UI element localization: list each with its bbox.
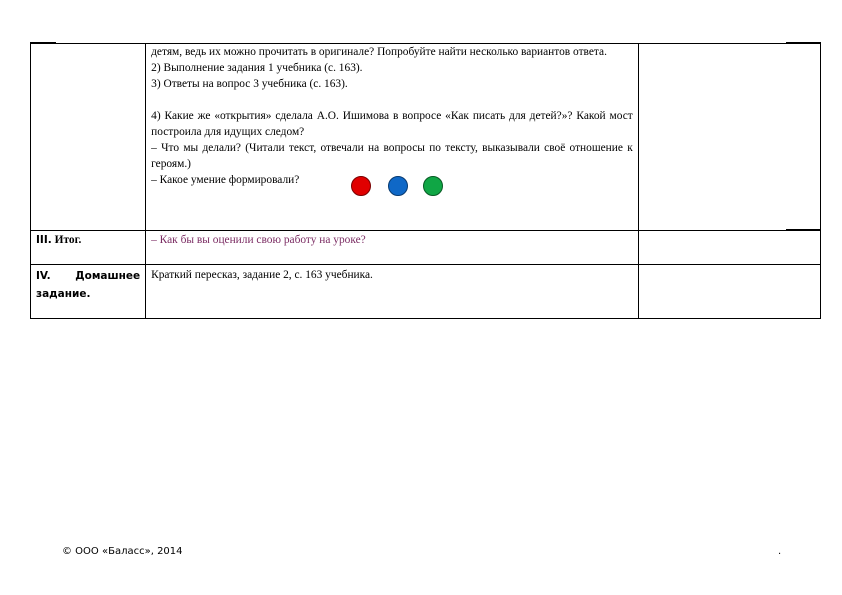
content-cell xyxy=(146,231,639,265)
lesson-plan-table xyxy=(30,43,821,319)
table-edge-mark xyxy=(786,42,821,43)
table-row xyxy=(31,231,821,265)
notes-cell xyxy=(638,265,820,319)
blue-circle-icon xyxy=(388,176,408,196)
notes-cell xyxy=(638,44,820,231)
stage-cell xyxy=(31,44,146,231)
paragraph-continuation: детям, ведь их можно прочитать в оригинале? Попробуйте найти несколько вариантов ответа. xyxy=(151,46,607,58)
table-row xyxy=(31,44,821,231)
red-circle-icon xyxy=(351,176,371,196)
homework-text: Краткий пересказ, задание 2, с. 163 учебника. xyxy=(151,269,373,281)
table-edge-mark xyxy=(30,42,56,43)
stage-title-homework: IV. Домашнее задание. xyxy=(36,270,141,300)
table-row xyxy=(31,265,821,319)
reflection-question: – Что мы делали? (Читали текст, отвечали на вопросы по тексту, выказывали своё отношение к героям.) xyxy=(151,142,633,170)
skill-question: – Какое умение формировали? xyxy=(151,174,300,186)
task-2-line: 2) Выполнение задания 1 учебника (с. 163). xyxy=(151,62,363,74)
notes-cell xyxy=(638,231,820,265)
stage-title-summary: III. Итог. xyxy=(36,234,82,246)
table-edge-mark xyxy=(786,229,821,230)
stage-cell xyxy=(31,231,146,265)
stage-cell xyxy=(31,265,146,319)
content-cell xyxy=(146,265,639,319)
green-circle-icon xyxy=(423,176,443,196)
task-3-line: 3) Ответы на вопрос 3 учебника (с. 163). xyxy=(151,78,348,90)
page-mark: . xyxy=(778,546,782,557)
content-cell xyxy=(146,44,639,231)
question-4-line: 4) Какие же «открытия» сделала А.О. Ишимова в вопросе «Как писать для детей?»? Какой мост построила для идущих следом? xyxy=(151,110,633,138)
summary-question: – Как бы вы оценили свою работу на уроке? xyxy=(151,234,366,246)
copyright-footer: © ООО «Баласс», 2014 xyxy=(62,546,183,557)
